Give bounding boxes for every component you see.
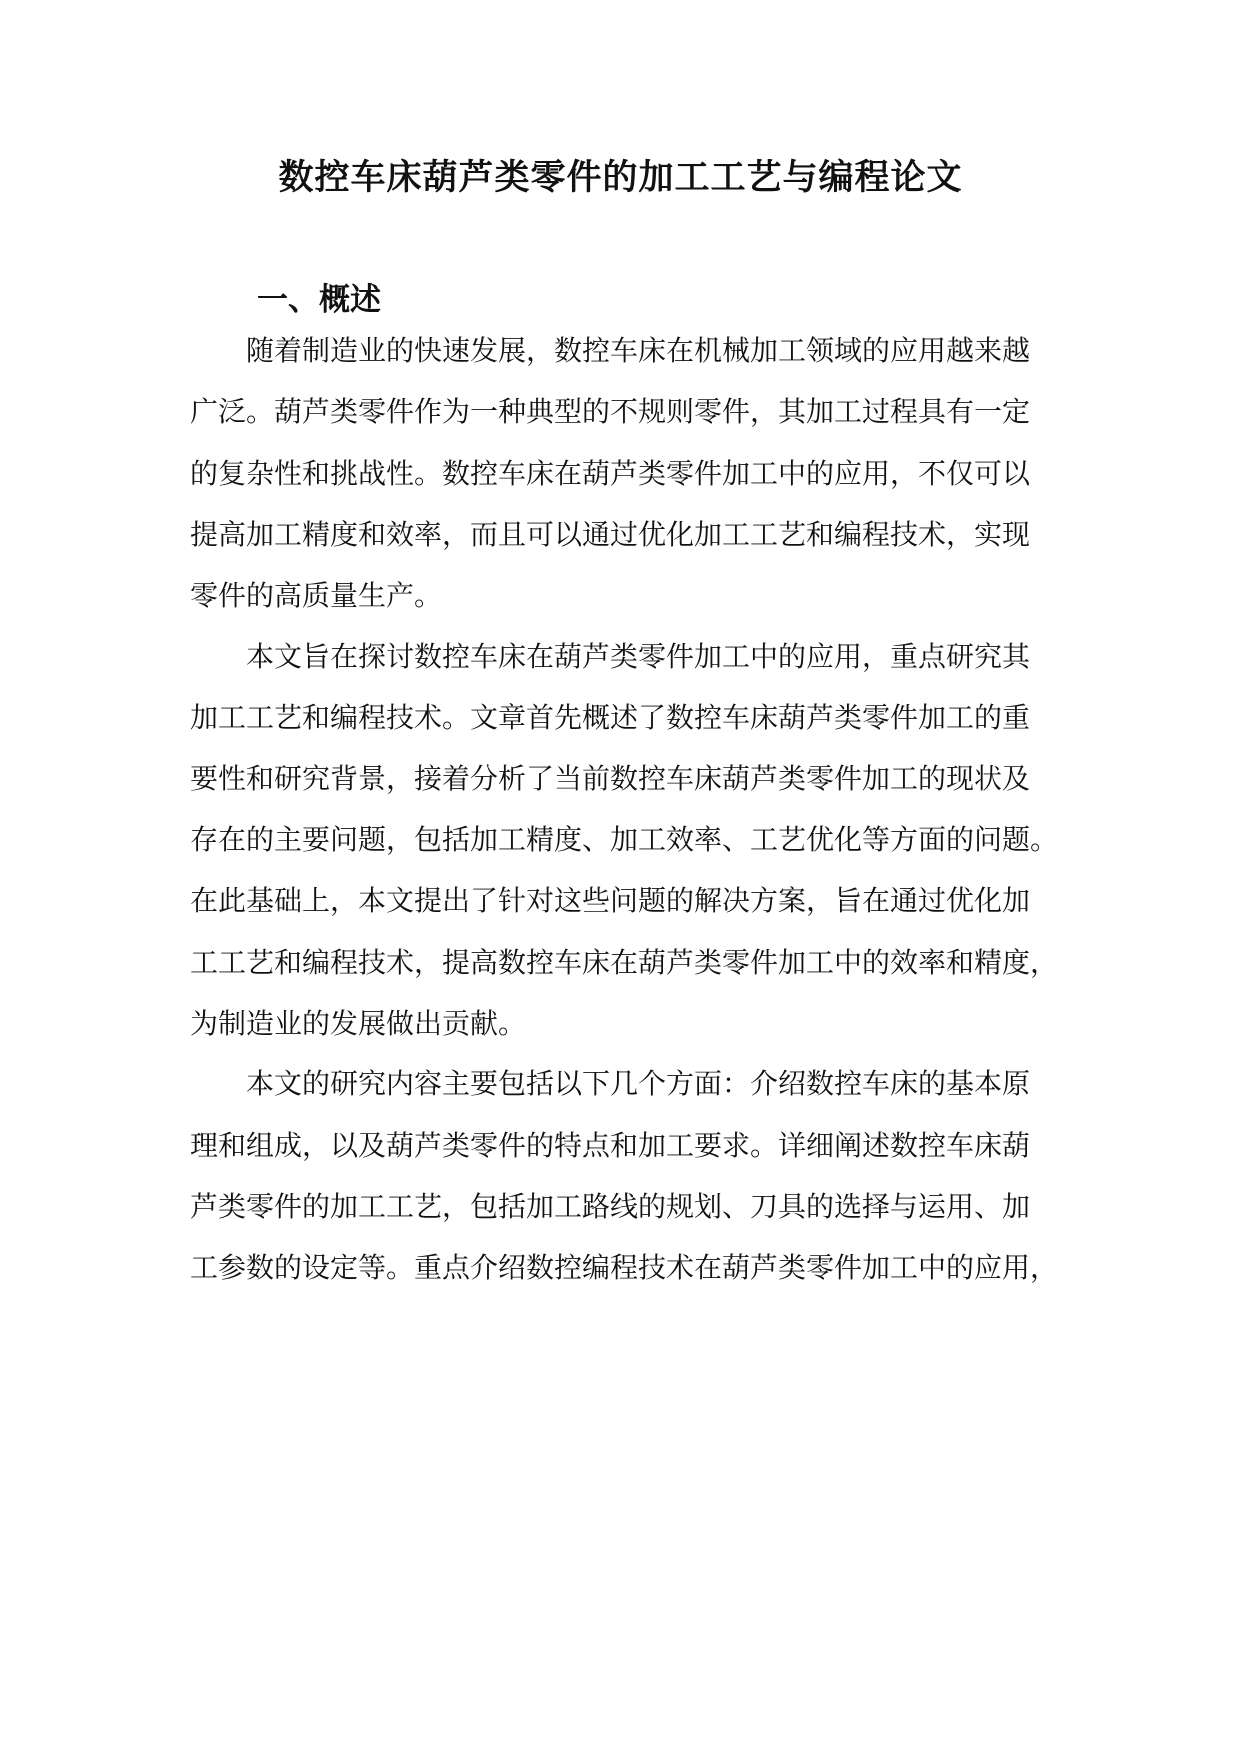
paragraph-1-line-1: 随着制造业的快速发展，数控车床在机械加工领域的应用越来越 — [246, 334, 1031, 367]
paragraph-1-line-3: 的复杂性和挑战性。数控车床在葫芦类零件加工中的应用，不仅可以 — [190, 457, 1031, 490]
paragraph-3-line-2: 理和组成，以及葫芦类零件的特点和加工要求。详细阐述数控车床葫 — [190, 1129, 1031, 1162]
paragraph-2-line-1: 本文旨在探讨数控车床在葫芦类零件加工中的应用，重点研究其 — [246, 640, 1031, 673]
paragraph-2-line-6: 工工艺和编程技术，提高数控车床在葫芦类零件加工中的效率和精度， — [190, 946, 1059, 979]
paragraph-2-line-2: 加工工艺和编程技术。文章首先概述了数控车床葫芦类零件加工的重 — [190, 701, 1031, 734]
paragraph-3-line-3: 芦类零件的加工工艺，包括加工路线的规划、刀具的选择与运用、加 — [190, 1190, 1031, 1223]
document-title: 数控车床葫芦类零件的加工工艺与编程论文 — [278, 157, 963, 198]
paragraph-1-line-4: 提高加工精度和效率，而且可以通过优化加工工艺和编程技术，实现 — [190, 518, 1031, 551]
paragraph-2-line-3: 要性和研究背景，接着分析了当前数控车床葫芦类零件加工的现状及 — [190, 762, 1031, 795]
paragraph-2-line-4: 存在的主要问题，包括加工精度、加工效率、工艺优化等方面的问题。 — [190, 823, 1059, 856]
paragraph-1-line-2: 广泛。葫芦类零件作为一种典型的不规则零件，其加工过程具有一定 — [190, 395, 1031, 428]
paragraph-3-line-4: 工参数的设定等。重点介绍数控编程技术在葫芦类零件加工中的应用， — [190, 1251, 1059, 1284]
paragraph-2-line-7: 为制造业的发展做出贡献。 — [190, 1007, 527, 1040]
paragraph-2-line-5: 在此基础上，本文提出了针对这些问题的解决方案，旨在通过优化加 — [190, 884, 1031, 917]
paragraph-3-line-1: 本文的研究内容主要包括以下几个方面：介绍数控车床的基本原 — [246, 1067, 1031, 1100]
section-heading: 一、概述 — [257, 282, 381, 318]
paragraph-1-line-5: 零件的高质量生产。 — [190, 579, 443, 612]
